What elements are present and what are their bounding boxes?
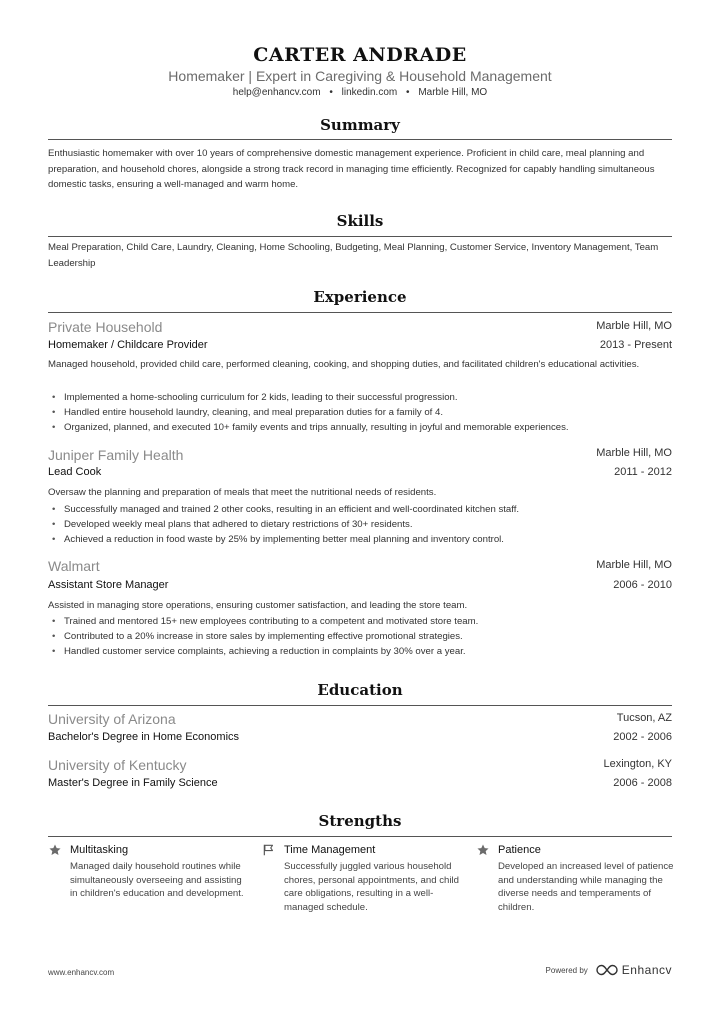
strength-item — [262, 843, 462, 914]
school-name: University of Arizona — [48, 711, 176, 727]
strengths-divider — [48, 836, 672, 837]
linkedin-link[interactable]: linkedin.com — [341, 87, 398, 98]
contact-separator: • — [406, 87, 410, 98]
contact-line — [0, 87, 720, 98]
job-role: Lead Cook — [48, 466, 102, 478]
list-item: • Trained and mentored 15+ new employees contributing to a competent and motivated store team. — [48, 614, 672, 629]
location-text: Marble Hill, MO — [418, 87, 488, 98]
candidate-name: CARTER ANDRADE — [253, 44, 467, 66]
job-dates: 2011 - 2012 — [614, 466, 672, 478]
strength-description: Managed daily household routines while simultaneously overseeing and assisting in children's education and development. — [70, 861, 244, 899]
list-item: • Handled entire household laundry, cleaning, and meal preparation duties for a family of 4. — [48, 405, 672, 420]
skills-heading: Skills — [336, 212, 384, 230]
summary-divider — [48, 139, 672, 140]
degree-dates: 2002 - 2006 — [613, 731, 672, 743]
strength-item — [476, 843, 676, 914]
job-location: Marble Hill, MO — [596, 559, 672, 571]
candidate-headline: Homemaker | Expert in Caregiving & Household Management — [168, 68, 552, 84]
school-name: University of Kentucky — [48, 757, 187, 773]
degree-dates: 2006 - 2008 — [613, 777, 672, 789]
experience-divider — [48, 312, 672, 313]
experience-heading: Experience — [313, 288, 407, 306]
contact-separator: • — [329, 87, 333, 98]
job-organization: Private Household — [48, 319, 163, 335]
star-icon — [48, 843, 62, 857]
strengths-heading: Strengths — [318, 812, 402, 830]
skills-divider — [48, 236, 672, 237]
job-achievements — [48, 502, 672, 547]
brand-name: Enhancv — [621, 963, 672, 977]
job-achievements — [48, 390, 672, 435]
strength-title: Multitasking — [70, 844, 129, 856]
degree-name: Bachelor's Degree in Home Economics — [48, 731, 240, 743]
list-item: • Successfully managed and trained 2 other cooks, resulting in an efficient and well-coordinated kitchen staff. — [48, 502, 672, 517]
strength-title: Time Management — [284, 844, 376, 856]
job-role: Assistant Store Manager — [48, 579, 169, 591]
footer-website[interactable]: www.enhancv.com — [48, 968, 115, 977]
education-heading: Education — [317, 681, 403, 699]
strength-title: Patience — [498, 844, 541, 856]
job-description: Assisted in managing store operations, ensuring customer satisfaction, and leading the store team. — [48, 600, 468, 611]
summary-heading: Summary — [320, 116, 400, 134]
job-description: Oversaw the planning and preparation of meals that meet the nutritional needs of residents. — [48, 487, 437, 498]
list-item: • Developed weekly meal plans that adhered to dietary restrictions of 30+ residents. — [48, 517, 672, 532]
strength-description: Developed an increased level of patience and understanding while managing the diverse needs and temperaments of children. — [498, 861, 674, 913]
job-description: Managed household, provided child care, performed cleaning, cooking, and shopping duties, and facilitated children's educational activities. — [48, 359, 640, 370]
list-item: • Contributed to a 20% increase in store sales by implementing effective promotional strategies. — [48, 629, 672, 644]
flag-icon — [262, 843, 276, 857]
school-location: Tucson, AZ — [616, 712, 672, 724]
footer-branding — [546, 963, 672, 977]
job-location: Marble Hill, MO — [596, 447, 672, 459]
job-location: Marble Hill, MO — [596, 320, 672, 332]
skills-text: Meal Preparation, Child Care, Laundry, Cleaning, Home Schooling, Budgeting, Meal Planning, Customer Service, Inventory Management, Team Leadership — [48, 242, 659, 269]
job-dates: 2006 - 2010 — [613, 579, 672, 591]
strength-description: Successfully juggled various household chores, personal appointments, and child care obligations, resulting in a well-managed schedule. — [284, 861, 459, 913]
email-link[interactable]: help@enhancv.com — [232, 87, 321, 98]
degree-name: Master's Degree in Family Science — [48, 777, 218, 789]
list-item: • Handled customer service complaints, achieving a reduction in complaints by 30% over a year. — [48, 644, 672, 659]
job-dates: 2013 - Present — [599, 339, 672, 351]
list-item: • Implemented a home-schooling curriculum for 2 kids, leading to their successful progression. — [48, 390, 672, 405]
star-icon — [476, 843, 490, 857]
strength-item — [48, 843, 248, 901]
education-divider — [48, 705, 672, 706]
school-location: Lexington, KY — [603, 758, 672, 770]
enhancv-logo-icon — [596, 964, 618, 976]
powered-by-text: Powered by — [545, 965, 588, 975]
brand-logo[interactable] — [596, 963, 672, 977]
job-organization: Walmart — [48, 558, 100, 574]
job-organization: Juniper Family Health — [48, 447, 184, 463]
list-item: • Organized, planned, and executed 10+ family events and trips annually, resulting in joyful and memorable experiences. — [48, 420, 672, 435]
job-achievements — [48, 614, 672, 659]
summary-text: Enthusiastic homemaker with over 10 years of comprehensive domestic management experience. Proficient in child care, meal planning and preparation, and household chores, alongside a strong track record in managing time efficiently. Recognized for capably handling simultaneous domestic tasks, ensuring a well-managed and warm home. — [48, 148, 655, 190]
job-role: Homemaker / Childcare Provider — [48, 339, 208, 351]
list-item: • Achieved a reduction in food waste by 25% by implementing better meal planning and inventory control. — [48, 532, 672, 547]
